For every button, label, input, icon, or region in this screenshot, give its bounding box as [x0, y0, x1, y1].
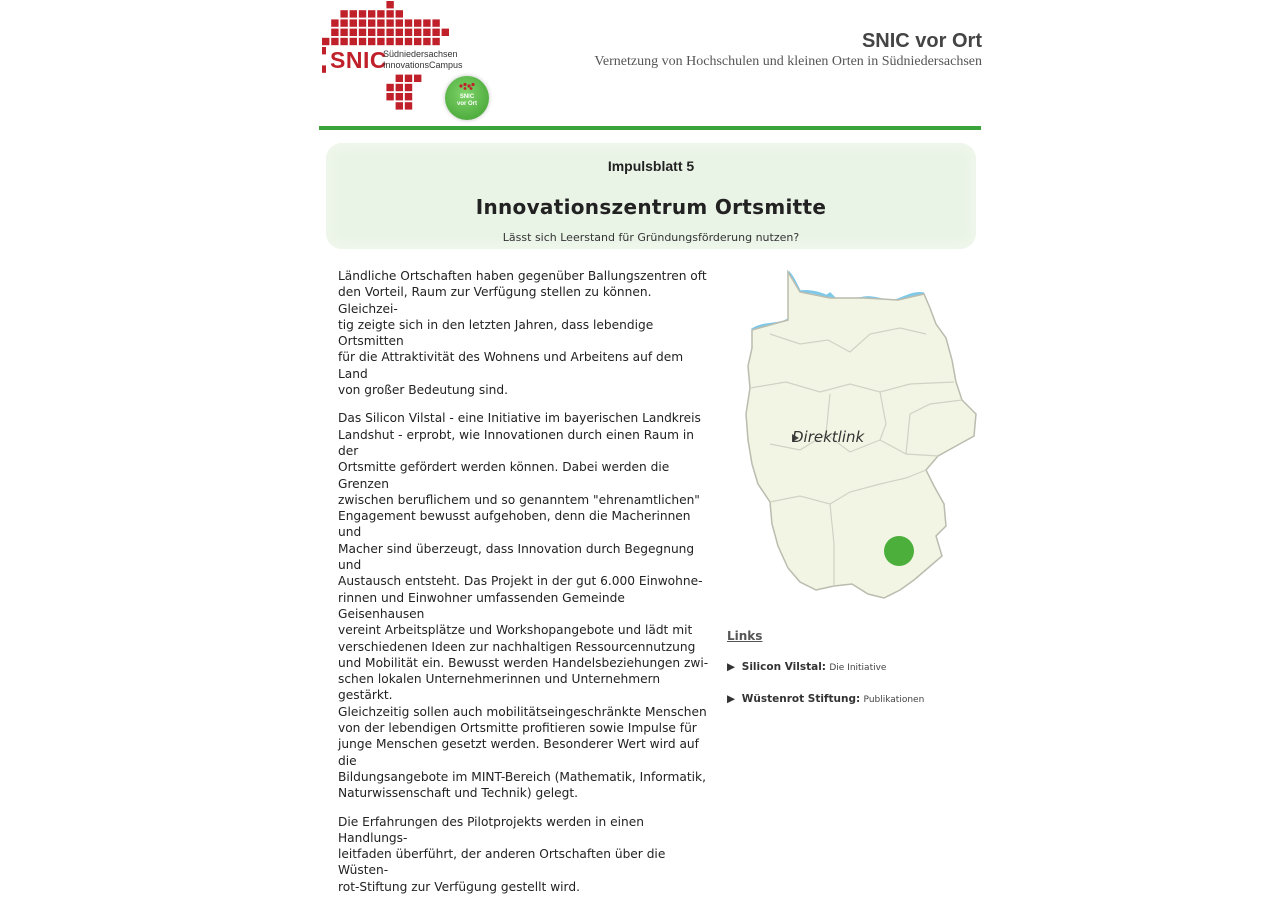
badge-text-2: vor Ort: [456, 101, 477, 107]
link-silicon-vilstal[interactable]: [727, 661, 886, 673]
impulsblatt-label: Impulsblatt 5: [607, 158, 695, 174]
link-detail[interactable]: Die Initiative: [829, 663, 887, 673]
title-banner-text: [326, 0, 976, 260]
logo-line-2: InnovationsCampus: [383, 60, 463, 70]
body-text: [338, 268, 710, 907]
bullet-arrow-icon: ▶: [727, 693, 742, 705]
link-wuestenrot-stiftung[interactable]: [727, 693, 924, 705]
paragraph-outcome: Die Erfahrungen des Pilotprojekts werden in einen Handlungs- leitfaden überführt, der anderen Ortschaften über die Wüsten- rot-Stiftung zur Verfügung gestellt wird.: [338, 814, 666, 894]
page-question: Lässt sich Leerstand für Gründungsförderung nutzen?: [502, 231, 800, 244]
logo-abbreviation: SNIC: [330, 47, 387, 73]
bullet-arrow-icon: ▶: [727, 661, 742, 673]
direktlink-label[interactable]: Direktlink: [792, 428, 865, 446]
site-subtitle: Vernetzung von Hochschulen und kleinen Orten in Südniedersachsen: [594, 54, 982, 69]
badge-text-1: SNIC: [459, 94, 475, 100]
logo-line-1: Südniedersachsen: [383, 49, 458, 59]
links-heading: Links: [727, 629, 763, 643]
page-title: Innovationszentrum Ortsmitte: [475, 195, 827, 219]
site-title: SNIC vor Ort: [861, 30, 982, 52]
paragraph-silicon-vilstal: Das Silicon Vilstal - eine Initiative im bayerischen Landkreis Landshut - erprobt, wie Innovationen durch einen Raum in der Ortsmitte gefördert werden können. Dabei werden die Grenzen zwischen beruflichem und so genanntem "ehrenamtlichen" Engagement bewusst aufgehoben, denn die Macherinnen und Macher sind überzeugt, dass Innovation durch Begegnung und Austausch entsteht. Das Projekt in der gut 6.000 Einwohne- rinnen und Einwohner umfassenden Gemeinde Geisenhausen vereint Arbeitsplätze und Workshopangebote und lädt mit verschiedenen Ideen zur nachhaltigen Ressourcennutzung und Mobilität ein. Bewusst werden Handelsbeziehungen zwi- schen lokalen Unternehmerinnen und Unternehmern gestärkt. Gleichzeitig sollen auch mobilitätseingeschränkte Menschen von der lebendigen Ortsmitte profitieren sowie Impulse für junge Menschen gesetzt werden. Besonderer Wert wird auf die Bildungsangebote im MINT-Bereich (Mathematik, Informatik, Naturwissenschaft und Technik) gelegt.: [338, 411, 709, 801]
link-name[interactable]: Wüstenrot Stiftung:: [741, 693, 861, 705]
link-detail[interactable]: Publikationen: [863, 695, 925, 705]
link-name[interactable]: Silicon Vilstal:: [741, 661, 826, 673]
location-marker[interactable]: [884, 536, 914, 566]
paragraph-intro: Ländliche Ortschaften haben gegenüber Ballungszentren oft den Vorteil, Raum zur Verfügung stellen zu können. Gleichzei- tig zeigte sich in den letzten Jahren, dass lebendige Ortsmitten für die Attraktivität des Wohnens und Arbeitens auf dem Land von großer Bedeutung sind.: [338, 269, 707, 398]
